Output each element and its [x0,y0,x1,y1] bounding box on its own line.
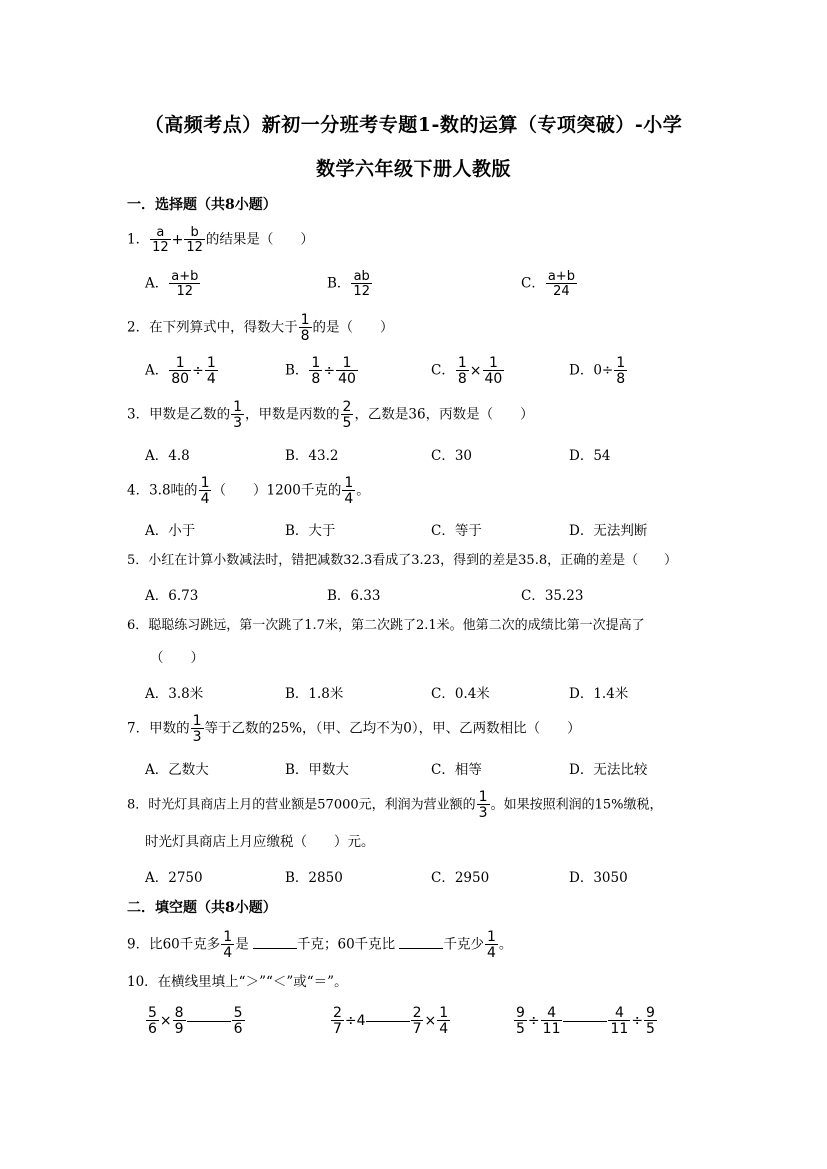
comparison-blank[interactable] [366,1020,410,1022]
option-b[interactable]: B．大于 [285,523,336,539]
question-8: 8．时光灯具商店上月的营业额是57000元，利润为营业额的 $\frac{1}{3}$ 。如果按照利润的15%缴税， [127,789,663,821]
option-c[interactable]: C．0.4米 [431,686,490,702]
answer-blank[interactable] [253,936,297,949]
option-b[interactable]: B．1.8米 [285,686,344,702]
question-1 [127,226,314,254]
option-a[interactable]: A．乙数大 [145,762,209,778]
fraction: $\frac{a}{12}$ [152,225,169,255]
question-6-answer-paren: （ ） [150,650,204,666]
question-7: 7．甲数的 $\frac{1}{3}$ 等于乙数的25%，（甲、乙均不为0），甲、乙两数相比（ ） [127,713,581,745]
option-b[interactable]: B．6.33 [327,588,381,604]
question-5: 5．小红在计算小数减法时，错把减数32.3看成了3.23，得到的差是35.8，正确的差是（ ） [127,553,678,568]
question-4: 4．3.8吨的 $\frac{1}{4}$ （ ）1200千克的 $\frac{1}{4}$ 。 [127,475,370,507]
option-a[interactable]: A．6.73 [145,588,199,604]
plus-sign: + [171,232,184,248]
option-b[interactable]: B．甲数大 [285,762,349,778]
question-text: 的结果是（ ） [205,231,314,248]
option-b[interactable]: B． $\frac{ab}{12}$ [327,269,370,299]
comparison-3: $\frac{9}{5}$ ÷ $\frac{4}{11}$ $\frac{4}{11}$ ÷ $\frac{9}{5}$ [516,1005,655,1037]
option-d[interactable]: D．无法比较 [569,762,648,778]
question-10: 10．在横线里填上“＞”“＜”或“＝”。 [127,974,348,990]
question-2: 2．在下列算式中，得数大于 $\frac{1}{8}$ 的是（ ） [127,312,394,344]
option-a[interactable]: A．2750 [145,870,203,886]
question-6: 6．聪聪练习跳远，第一次跳了1.7米，第二次跳了2.1米。他第二次的成绩比第一次提高了 [127,618,645,633]
option-d[interactable]: D．无法判断 [569,523,648,539]
option-d[interactable]: D．54 [569,448,611,464]
option-c[interactable]: C．30 [431,448,473,464]
question-number: 1． [127,231,150,248]
comparison-blank[interactable] [187,1020,231,1022]
option-c[interactable]: C． $\frac{a+b}{24}$ [521,269,575,299]
option-b[interactable]: B．2850 [285,870,343,886]
option-c[interactable]: C．相等 [431,762,482,778]
question-8-line2: 时光灯具商店上月应缴税（ ）元。 [145,834,375,850]
option-d[interactable]: D．0÷ $\frac{1}{8}$ [569,355,626,387]
option-c[interactable]: C． $\frac{1}{8}$ × $\frac{1}{40}$ [431,355,503,387]
option-a[interactable]: A． $\frac{1}{80}$ ÷ $\frac{1}{4}$ [145,355,216,387]
option-a[interactable]: A．4.8 [145,448,190,464]
option-b[interactable]: B． $\frac{1}{8}$ ÷ $\frac{1}{40}$ [285,355,356,387]
question-3: 3．甲数是乙数的 $\frac{1}{3}$ ，甲数是丙数的 $\frac{2}{5}$ ，乙数是36，丙数是（ ） [127,399,534,431]
option-d[interactable]: D．3050 [569,870,628,886]
document-title-line2: 数学六年级下册人教版 [315,158,511,180]
comparison-1: $\frac{5}{6}$ × $\frac{8}{9}$ $\frac{5}{6}$ [148,1005,243,1037]
option-c[interactable]: C．等于 [431,523,482,539]
option-a[interactable]: A．小于 [145,523,196,539]
comparison-blank[interactable] [563,1020,607,1022]
option-a[interactable]: A．3.8米 [145,686,204,702]
document-title-line1: （高频考点）新初一分班考专题1-数的运算（专项突破）-小学 [144,114,683,136]
option-b[interactable]: B．43.2 [285,448,339,464]
option-d[interactable]: D．1.4米 [569,686,629,702]
fraction: $\frac{b}{12}$ [186,225,203,255]
option-a[interactable]: A． $\frac{a+b}{12}$ [145,269,199,299]
option-c[interactable]: C．2950 [431,870,490,886]
section-heading-choice: 一．选择题（共8小题） [127,197,277,213]
section-heading-fill: 二．填空题（共8小题） [127,900,277,916]
option-c[interactable]: C．35.23 [521,588,584,604]
answer-blank[interactable] [399,936,443,949]
comparison-2: $\frac{2}{7}$ ÷4 $\frac{2}{7}$ × $\frac{1}{4}$ [333,1005,449,1037]
question-9: 9．比60千克多 $\frac{1}{4}$ 是 千克；60千克比 千克少 $\frac{1}{4}$ 。 [127,929,513,961]
